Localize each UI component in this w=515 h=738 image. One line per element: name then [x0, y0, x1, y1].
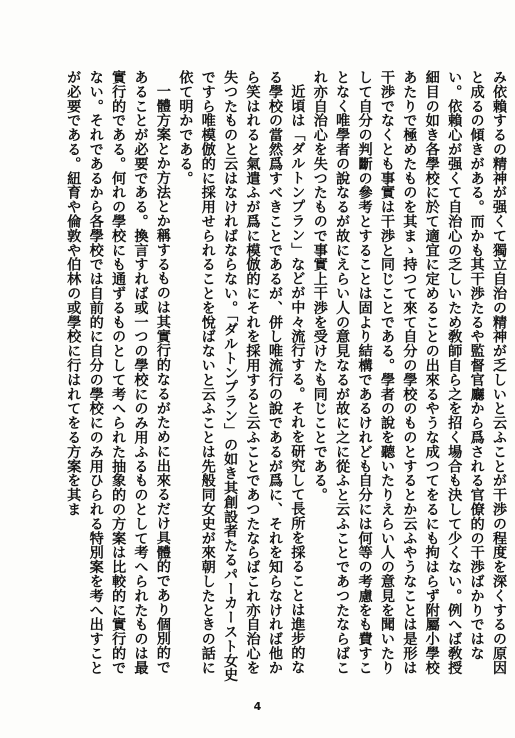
paragraph-2: 近頃は「ダルトンプラン」などが中々流行する。それを研究して長所を採ることは進步的なる學校の當然爲すべきことであるが、併し唯流行の說であるが爲に、それを知らなければ他から笑はれると氣遣ふが爲に模倣的にそれを採用すると云ふことであつたならばこれ亦自治心を失つたものと云はなければならない。「ダルトンプラン」の如き其創設者たるパーカースト女史ですら唯模倣的に採用せられることを悅ばないと云ふことは先般同女史が來朝したときの話に依て明かである。: [177, 70, 306, 683]
paragraph-3: 一體方案とか方法とか稱するものは其實行的なるがために出來るだけ具體的であり個別的であることが必要である。換言すれば或一つの學校にのみ用ふるものとして考へられたものは最實行的である。何れの學校にも通ずるものとして考へられた抽象的の方案は比較的に實行的でない。それであるから各學校では自前的に自分の學校にのみ用ひられる特別案を考へ出すことが必要である。紐育や倫敦や伯林の或學校に行はれてをる方案を其ま: [65, 70, 171, 675]
paragraph-1: み依賴するの精神が强くて獨立自治の精神が乏しいと云ふことが干渉の程度を深くするの原因と成るの傾きがある。而かも其干渉たるや監督官廳から爲される官僚的の干渉ばかりではない。依賴心が强くて自治心の乏しいため敎師自ら之を招く場合も決して少くない。例へば敎授細目の如き各學校に於て適宜に定めることの出來るやうな成つてをるにも拘はらず附屬小學校あたりで極めたものを其まゝ持つて來て自分の學校のものとするとか云ふやうなことは是形は干渉でなくとも事實は干渉と同じことである。學者の說を聽いたりえらい人の意見を聞いたりして自分の判斷の參考とすることは固より結構であるけれども自分には何等の考慮をも費すことなく唯學者の說なるが故にえらい人の意見なるが故に之に從ふと云ふことであつたならばこれ亦自治心を失つたもので事實上干渉を受けたも同じことである。: [311, 70, 507, 675]
vertical-text-body: [40, 70, 510, 685]
page-number: 4: [253, 700, 262, 713]
